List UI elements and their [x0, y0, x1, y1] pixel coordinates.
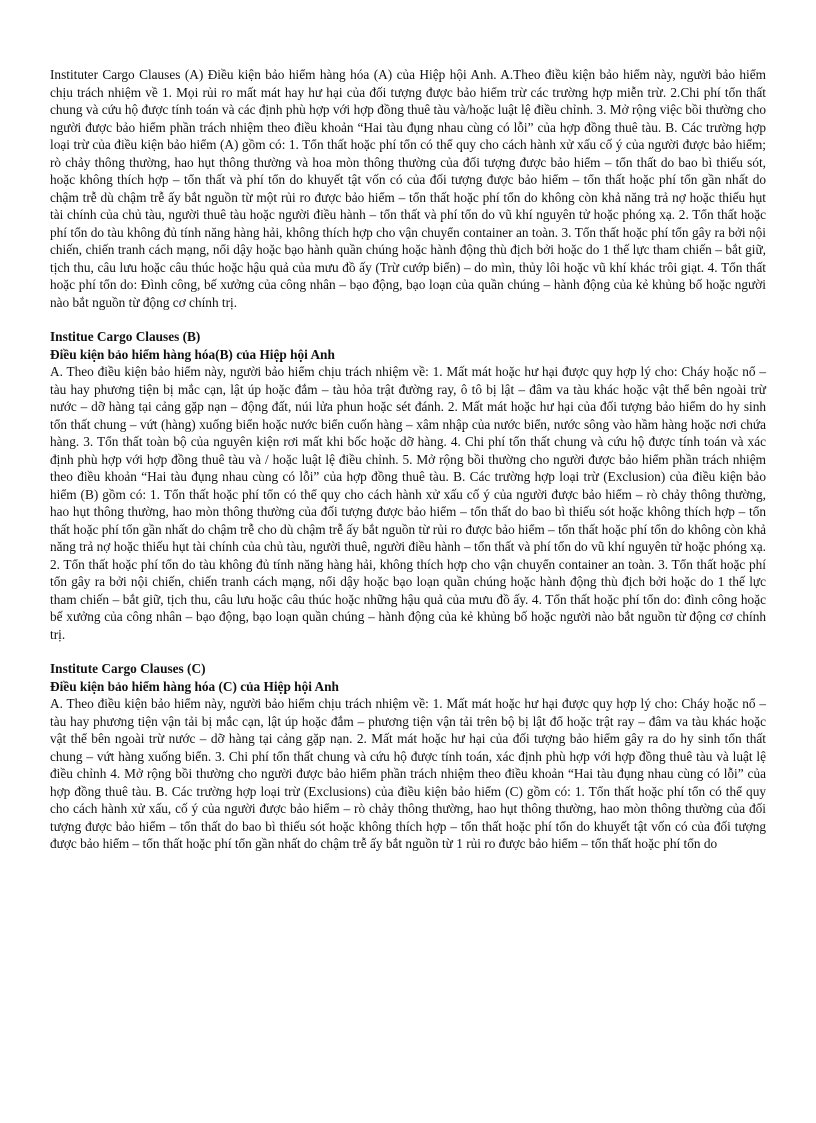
- section-c-body: A. Theo điều kiện bảo hiểm này, người bảo hiểm chịu trách nhiệm về: 1. Mất mát hoặc hư hại được quy hợp lý cho: Cháy hoặc nổ – tàu hay phương tiện vận tải bị mắc cạn, lật úp hoặc đắm – phương tiện vận tải trên bộ bị lật đổ hoặc trật ray – đâm va tàu khác hoặc vật thể bên ngoài trừ nước – dỡ hàng tại cảng gặp nạn. 2. Mất mát hoặc hư hại của đối tượng bảo hiểm gây ra do hy sinh tổn thất chung – vứt hàng xuống biển. 3. Chi phí tổn thất chung và cứu hộ được tính toán, xác định phù hợp với hợp đồng thuê tàu và luật lệ điều chỉnh 4. Mở rộng bồi thường cho người được bảo hiểm phần trách nhiệm theo điều khoản “Hai tàu đụng nhau cùng có lỗi” của hợp đồng thuê tàu. B. Các trường hợp loại trừ (Exclusions) của điều kiện bảo hiểm (C) gồm có: 1. Tổn thất hoặc phí tổn có thể quy cho cách hành xử xấu, cố ý của người được bảo hiểm – rò chảy thông thường, hao hụt thông thường, hao mòn thông thường của đối tượng được bảo hiểm – tổn thất do bao bì thiếu sót hoặc không thích hợp – tổn thất hoặc phí tổn do khuyết tật vốn có của đối tượng được bảo hiểm – tổn thất hoặc phí tổn gần nhất do chậm trễ ấy bắt nguồn từ 1 rủi ro được bảo hiểm – tổn thất hoặc phí tổn do: [50, 696, 766, 851]
- section-b-title: Institue Cargo Clauses (B): [50, 329, 201, 344]
- section-b-body: A. Theo điều kiện bảo hiểm này, người bảo hiểm chịu trách nhiệm về: 1. Mất mát hoặc hư hại được quy hợp lý cho: Cháy hoặc nổ – tàu hay phương tiện bị mắc cạn, lật úp hoặc đắm – tàu hỏa trật đường ray, ô tô bị lật – đâm va tàu khác hoặc vật thể bên ngoài trừ nước – dỡ hàng tại cảng gặp nạn – động đất, núi lửa phun hoặc sét đánh. 2. Mất mát hoặc hư hại của đối tượng bảo hiểm do hy sinh tổn thất chung – vứt (hàng) xuống biển hoặc nước biển cuốn hàng – xâm nhập của nước biển, nước sông vào hầm hàng hoặc nơi chứa hàng. 3. Tổn thất toàn bộ của nguyên kiện rơi mất khi bốc hoặc dỡ hàng. 4. Chi phí tổn thất chung và cứu hộ được tính toán và xác định phù hợp với hợp đồng thuê tàu và / hoặc luật lệ điều chỉnh. 5. Mở rộng bồi thường cho người được bảo hiểm phần trách nhiệm theo điều khoản “Hai tàu đụng nhau cùng có lỗi” của hợp đồng thuê tàu. B. Các trường hợp loại trừ (Exclusion) của điều kiện bảo hiểm (B) gồm có: 1. Tổn thất hoặc phí tổn có thể quy cho cách hành xử xấu cố ý của người được bảo hiểm – rò chảy thông thường, hao hụt thông thường, hao mòn thông thường của đối tượng được bảo hiểm – tổn thất do bao bì thiếu sót hoặc không thích hợp – tổn thất hoặc phí tổn gần nhất do chậm trễ cho dù chậm trễ ấy bắt nguồn từ rủi ro được bảo hiểm – tổn thất hoặc phí tổn do không còn khả năng trả nợ hoặc thiếu hụt tài chính của chủ tàu, người thuê, người điều hành – tổn thất và phí tổn do vũ khí nguyên tử hoặc phóng xạ. 2. Tổn thất hoặc phí tổn do tàu không đủ tính năng hàng hải, không thích hợp cho vận chuyển container an toàn. 3. Tổn thất hoặc phí tổn gây ra bởi nội chiến, chiến tranh cách mạng, nổi dậy hoặc bạo loạn quần chúng hoặc hành động thù địch bởi hoặc do 1 thế lực tham chiến – bắt giữ, tịch thu, câu lưu hoặc câu thúc hoặc những hậu quả của mưu đồ ấy. 4. Tổn thất hoặc phí tổn do: đình công hoặc bế xưởng của công nhân – bạo động, bạo loạn quần chúng – hành động của kẻ khủng bố hoặc người nào bắt nguồn từ động cơ chính trị.: [50, 364, 766, 642]
- intro-paragraph: Instituter Cargo Clauses (A) Điều kiện bảo hiểm hàng hóa (A) của Hiệp hội Anh. A.Theo điều kiện bảo hiểm này, người bảo hiểm chịu trách nhiệm về 1. Mọi rủi ro mất mát hay hư hại của đối tượng được bảo hiểm trừ các trường hợp miễn trừ. 2.Chi phí tổn thất chung và cứu hộ được tính toán và các định phù hợp với hợp đồng thuê tàu và/hoặc luật lệ điều chỉnh. 3. Mở rộng việc bồi thường cho người được bảo hiểm phần trách nhiệm theo điều khoản “Hai tàu đụng nhau cùng có lỗi” của hợp đồng thuê tàu. B. Các trường hợp loại trừ của điều kiện bảo hiểm (A) gồm có: 1. Tổn thất hoặc phí tổn có thể quy cho cách hành xử xấu cố ý của người được bảo hiểm; rò chảy thông thường, hao hụt thông thường và hoa mòn thông thường của đối tượng được bảo hiểm – tổn thất do bao bì thiếu sót, hoặc không thích hợp – tổn thất và phí tổn do khuyết tật vốn có của đối tượng được bảo hiểm – tổn thất hoặc phí tổn gần nhất do chậm trễ dù chậm trễ ấy bắt nguồn từ một rủi ro được bảo hiểm – tổn thất hoặc phí tổn do không còn khả năng trả nợ hoặc thiếu hụt tài chính của chủ tàu, người thuê tàu hoặc người điều hành – tổn thất và phí tổn do vũ khí nguyên tử hoặc phóng xạ. 2. Tổn thất hoặc phí tổn do tàu không đủ tính năng hàng hải, không thích hợp cho vận chuyển container an toàn. 3. Tổn thất hoặc phí tổn gây ra bởi nội chiến, chiến tranh cách mạng, nổi dậy hoặc bạo hành quần chúng hoặc hành động thù địch bởi hoặc do 1 thế lực tham chiến – bắt giữ, tịch thu, câu lưu hoặc câu thúc hoặc hậu quả của mưu đồ ấy (Trừ cướp biển) – do mìn, thủy lôi hoặc vũ khí khác trôi giạt. 4. Tổn thất hoặc phí tổn do: Đình công, bế xưởng của công nhân – bạo động, bạo loạn của quần chúng – hành động của kẻ khủng bố hoặc người nào bắt nguồn từ động cơ chính trị.: [50, 67, 766, 310]
- document-page: [50, 66, 766, 853]
- section-c: [50, 660, 766, 853]
- section-c-title: Institute Cargo Clauses (C): [50, 661, 206, 676]
- section-b-subtitle: Điều kiện bảo hiểm hàng hóa(B) của Hiệp hội Anh: [50, 346, 335, 362]
- section-c-subtitle: Điều kiện bảo hiểm hàng hóa (C) của Hiệp hội Anh: [50, 678, 339, 694]
- section-b: [50, 328, 766, 643]
